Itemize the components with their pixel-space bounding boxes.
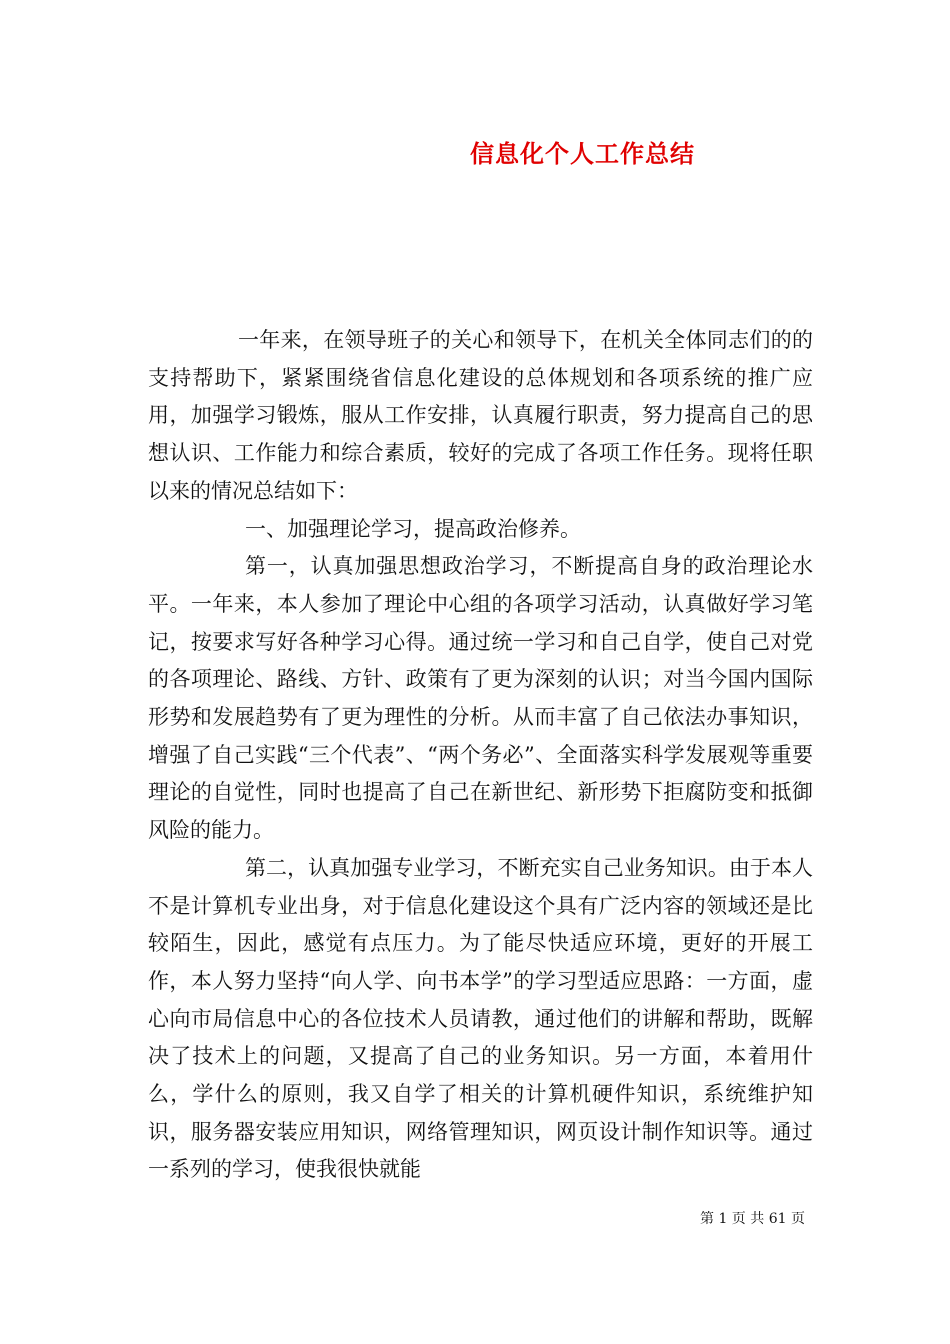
document-body: [148, 322, 813, 1189]
paragraph-second: 第二，认真加强专业学习，不断充实自己业务知识。由于本人不是计算机专业出身，对于信息化建设这个具有广泛内容的领域还是比较陌生，因此，感觉有点压力。为了能尽快适应环境，更好的开展工作，本人努力坚持“向人学、向书本学”的学习型适应思路：一方面，虚心向市局信息中心的各位技术人员请教，通过他们的讲解和帮助，既解决了技术上的问题，又提高了自己的业务知识。另一方面，本着用什么，学什么的原则，我又自学了相关的计算机硬件知识，系统维护知识，服务器安装应用知识，网络管理知识，网页设计制作知识等。通过一系列的学习，使我很快就能: [148, 855, 813, 1182]
document-title: 信息化个人工作总结: [470, 139, 695, 168]
section-heading-1: 一、加强理论学习，提高政治修养。: [245, 516, 581, 541]
page-number-footer: 第 1 页 共 61 页: [700, 1211, 805, 1227]
paragraph-first: 第一，认真加强思想政治学习，不断提高自身的政治理论水平。一年来，本人参加了理论中心组的各项学习活动，认真做好学习笔记，按要求写好各种学习心得。通过统一学习和自己自学，使自己对党的各项理论、路线、方针、政策有了更为深刻的认识；对当今国内国际形势和发展趋势有了更为理性的分析。从而丰富了自己依法办事知识，增强了自己实践“三个代表”、“两个务必”、全面落实科学发展观等重要理论的自觉性，同时也提高了自己在新世纪、新形势下拒腐防变和抵御风险的能力。: [148, 554, 813, 843]
paragraph-intro: 一年来，在领导班子的关心和领导下，在机关全体同志们的的支持帮助下，紧紧围绕省信息化建设的总体规划和各项系统的推广应用，加强学习锻炼，服从工作安排，认真履行职责，努力提高自己的思想认识、工作能力和综合素质，较好的完成了各项工作任务。现将任职以来的情况总结如下：: [148, 328, 813, 503]
